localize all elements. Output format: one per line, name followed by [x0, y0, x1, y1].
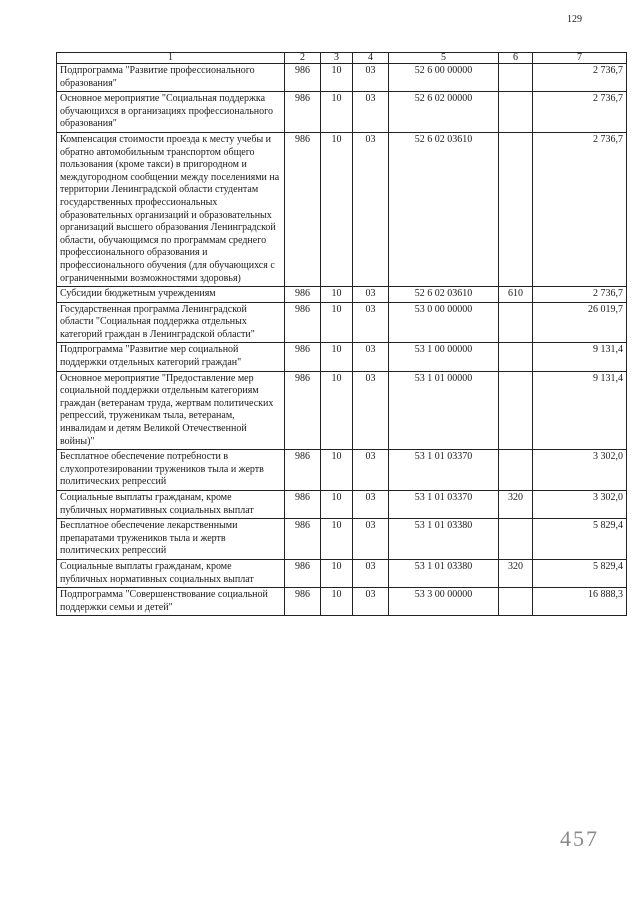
row-name: Подпрограмма "Совершенствование социальной поддержки семьи и детей" — [57, 588, 285, 616]
table-row — [57, 287, 627, 303]
row-pr: 03 — [353, 92, 389, 133]
row-csr: 53 1 01 03370 — [389, 450, 499, 491]
row-name: Социальные выплаты гражданам, кроме публичных нормативных социальных выплат — [57, 491, 285, 519]
row-csr: 52 6 02 00000 — [389, 92, 499, 133]
table-row — [57, 559, 627, 587]
row-name: Основное мероприятие "Предоставление мер социальной поддержки отдельным категориям граждан (ветеранам труда, жертвам политических репрессий, труженикам тыла, ветеранам, инвалидам и детям Великой Отечественной войны)" — [57, 371, 285, 450]
row-rz: 10 — [321, 64, 353, 92]
column-number: 6 — [499, 53, 533, 64]
table-row — [57, 302, 627, 343]
row-vr — [499, 519, 533, 560]
row-pr: 03 — [353, 371, 389, 450]
row-pr: 03 — [353, 450, 389, 491]
table-row — [57, 491, 627, 519]
row-pr: 03 — [353, 588, 389, 616]
row-vr — [499, 132, 533, 286]
row-rz: 10 — [321, 588, 353, 616]
row-sum: 16 888,3 — [533, 588, 627, 616]
row-vr: 320 — [499, 559, 533, 587]
row-ved: 986 — [285, 343, 321, 371]
budget-table — [56, 52, 627, 616]
row-name: Подпрограмма "Развитие мер социальной поддержки отдельных категорий граждан" — [57, 343, 285, 371]
row-pr: 03 — [353, 343, 389, 371]
row-name: Компенсация стоимости проезда к месту учебы и обратно автомобильным транспортом общего пользования (кроме такси) в пригородном и междугородном сообщении между поселениями на территории Ленинградской области студентам государственных профессиональных образовательных организаций и образовательных организаций высшего образования Ленинградской области, обучающимся по программам среднего профессионального образования и профессионального обучения (для обучающихся с ограниченными возможностями здоровья) — [57, 132, 285, 286]
column-number: 5 — [389, 53, 499, 64]
row-rz: 10 — [321, 343, 353, 371]
row-ved: 986 — [285, 491, 321, 519]
row-sum: 9 131,4 — [533, 343, 627, 371]
row-name: Бесплатное обеспечение лекарственными препаратами тружеников тыла и жертв политических репрессий — [57, 519, 285, 560]
row-name: Подпрограмма "Развитие профессионального образования" — [57, 64, 285, 92]
row-ved: 986 — [285, 132, 321, 286]
row-vr — [499, 588, 533, 616]
row-vr: 320 — [499, 491, 533, 519]
row-rz: 10 — [321, 491, 353, 519]
row-csr: 53 3 00 00000 — [389, 588, 499, 616]
row-vr: 610 — [499, 287, 533, 303]
table-row — [57, 92, 627, 133]
row-sum: 2 736,7 — [533, 132, 627, 286]
row-sum: 2 736,7 — [533, 64, 627, 92]
row-sum: 5 829,4 — [533, 559, 627, 587]
page-number: 129 — [567, 14, 582, 25]
row-csr: 52 6 00 00000 — [389, 64, 499, 92]
column-number: 4 — [353, 53, 389, 64]
row-rz: 10 — [321, 559, 353, 587]
row-ved: 986 — [285, 450, 321, 491]
row-sum: 2 736,7 — [533, 92, 627, 133]
row-ved: 986 — [285, 519, 321, 560]
row-vr — [499, 371, 533, 450]
row-ved: 986 — [285, 64, 321, 92]
row-ved: 986 — [285, 302, 321, 343]
row-name: Социальные выплаты гражданам, кроме публичных нормативных социальных выплат — [57, 559, 285, 587]
table-row — [57, 64, 627, 92]
row-name: Основное мероприятие "Социальная поддержка обучающихся в организациях профессионального образования" — [57, 92, 285, 133]
row-pr: 03 — [353, 559, 389, 587]
row-pr: 03 — [353, 302, 389, 343]
table-row — [57, 588, 627, 616]
row-name: Государственная программа Ленинградской области "Социальная поддержка отдельных категорий граждан в Ленинградской области" — [57, 302, 285, 343]
row-ved: 986 — [285, 287, 321, 303]
column-number-row — [57, 53, 627, 64]
row-ved: 986 — [285, 588, 321, 616]
row-ved: 986 — [285, 371, 321, 450]
row-name: Бесплатное обеспечение потребности в слухопротезировании тружеников тыла и жертв политических репрессий — [57, 450, 285, 491]
row-csr: 52 6 02 03610 — [389, 132, 499, 286]
row-pr: 03 — [353, 287, 389, 303]
row-ved: 986 — [285, 92, 321, 133]
row-name: Субсидии бюджетным учреждениям — [57, 287, 285, 303]
table-row — [57, 371, 627, 450]
row-rz: 10 — [321, 132, 353, 286]
row-csr: 53 1 01 00000 — [389, 371, 499, 450]
row-pr: 03 — [353, 64, 389, 92]
column-number: 2 — [285, 53, 321, 64]
row-csr: 53 0 00 00000 — [389, 302, 499, 343]
table-row — [57, 343, 627, 371]
column-number: 1 — [57, 53, 285, 64]
row-csr: 53 1 01 03380 — [389, 519, 499, 560]
row-vr — [499, 450, 533, 491]
row-vr — [499, 64, 533, 92]
row-rz: 10 — [321, 92, 353, 133]
row-ved: 986 — [285, 559, 321, 587]
row-csr: 53 1 00 00000 — [389, 343, 499, 371]
table-row — [57, 450, 627, 491]
row-sum: 2 736,7 — [533, 287, 627, 303]
row-sum: 26 019,7 — [533, 302, 627, 343]
row-csr: 53 1 01 03380 — [389, 559, 499, 587]
row-rz: 10 — [321, 287, 353, 303]
row-sum: 3 302,0 — [533, 450, 627, 491]
row-rz: 10 — [321, 519, 353, 560]
row-sum: 3 302,0 — [533, 491, 627, 519]
handwritten-page-stamp: 457 — [560, 826, 599, 851]
row-pr: 03 — [353, 491, 389, 519]
row-sum: 5 829,4 — [533, 519, 627, 560]
row-vr — [499, 92, 533, 133]
row-vr — [499, 302, 533, 343]
row-rz: 10 — [321, 302, 353, 343]
row-csr: 53 1 01 03370 — [389, 491, 499, 519]
row-rz: 10 — [321, 450, 353, 491]
column-number: 7 — [533, 53, 627, 64]
row-rz: 10 — [321, 371, 353, 450]
row-vr — [499, 343, 533, 371]
row-pr: 03 — [353, 519, 389, 560]
row-csr: 52 6 02 03610 — [389, 287, 499, 303]
table-row — [57, 132, 627, 286]
column-number: 3 — [321, 53, 353, 64]
row-pr: 03 — [353, 132, 389, 286]
row-sum: 9 131,4 — [533, 371, 627, 450]
table-row — [57, 519, 627, 560]
